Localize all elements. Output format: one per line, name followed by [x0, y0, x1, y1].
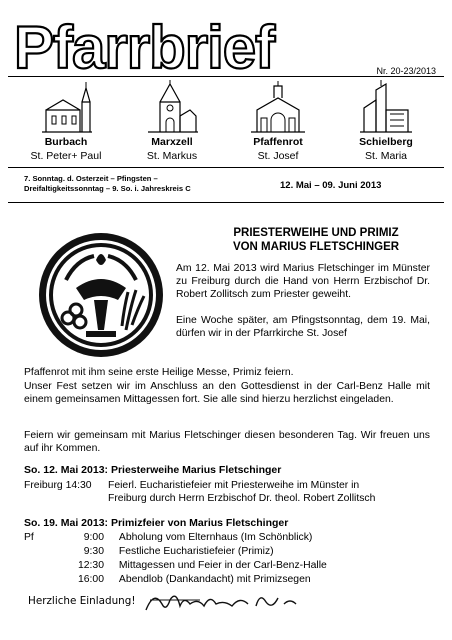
- article-paragraph: Pfaffenrot mit ihm seine erste Heilige Messe, Primiz feiern.: [24, 367, 294, 378]
- liturgical-calendar: [24, 174, 252, 194]
- liturgy-line-2: Dreifaltigkeitssonntag – 9. So. i. Jahreskreis C: [24, 184, 191, 193]
- parish-row: [8, 80, 444, 166]
- parish-name: Marxzell: [151, 136, 193, 148]
- article-paragraph: Am 12. Mai 2013 wird Marius Fletschinger im Münster zu Freiburg durch die Hand von Herrn Erzbischof Dr. Robert Zollitsch zum Priester geweiht.: [176, 263, 430, 300]
- parish-schielberg: [334, 80, 438, 162]
- parish-saint: St. Peter+ Paul: [30, 150, 102, 162]
- handwritten-signature: [140, 586, 320, 621]
- schedule-place: Pf: [24, 532, 34, 543]
- closing-greeting: Herzliche Einladung!: [28, 595, 136, 607]
- basilica-icon: [247, 80, 309, 134]
- schedule-time: 9:00: [83, 532, 104, 543]
- chalice-emblem-icon: [36, 230, 166, 365]
- schedule-time: 9:30: [83, 546, 104, 557]
- parish-saint: St. Josef: [257, 150, 299, 162]
- masthead-title: [12, 14, 312, 76]
- schedule-time: 16:00: [77, 574, 104, 585]
- date-range: 12. Mai – 09. Juni 2013: [280, 180, 382, 191]
- schedule-text: Abendlob (Dankandacht) mit Primizsegen: [118, 574, 311, 585]
- schedule-entry: [60, 573, 311, 586]
- schedule-heading: So. 19. Mai 2013: Primizfeier von Marius Fletschinger: [24, 517, 289, 529]
- article-paragraph: Feiern wir gemeinsam mit Marius Fletschinger diesen besonderen Tag. Wir freuen uns auf ihr Kommen.: [24, 430, 430, 454]
- parish-name: Burbach: [44, 136, 88, 148]
- schedule-entry: [60, 531, 312, 544]
- church-tower-icon: [142, 80, 202, 134]
- headline-line-2: VON MARIUS FLETSCHINGER: [232, 241, 400, 253]
- schedule-text: Abholung vom Elternhaus (Im Schönblick): [118, 532, 313, 543]
- schedule-entry: [60, 559, 327, 572]
- liturgy-line-1: 7. Sonntag. d. Osterzeit – Pfingsten –: [24, 174, 158, 183]
- parish-marxzell: [120, 80, 224, 162]
- divider: [8, 202, 444, 203]
- article-headline: [196, 226, 436, 254]
- schedule-entry: [60, 545, 274, 558]
- schedule-text: Freiburg durch Herrn Erzbischof Dr. theol. Robert Zollitsch: [108, 493, 376, 504]
- parish-saint: St. Markus: [146, 150, 198, 162]
- issue-number: Nr. 20-23/2013: [376, 66, 436, 76]
- schedule-heading: So. 12. Mai 2013: Priesterweihe Marius Fletschinger: [24, 464, 282, 476]
- parish-name: Pfaffenrot: [253, 136, 303, 148]
- parish-burbach: [14, 80, 118, 162]
- divider: [8, 167, 444, 168]
- schedule-text: Feierl. Eucharistiefeier mit Priesterweihe im Münster in: [108, 480, 360, 491]
- article-paragraph: Eine Woche später, am Pfingstsonntag, dem 19. Mai, dürfen wir in der Pfarrkirche St. Josef: [176, 315, 430, 339]
- parish-name: Schielberg: [359, 136, 413, 148]
- headline-line-1: PRIESTERWEIHE UND PRIMIZ: [233, 227, 399, 239]
- schedule-text: Festliche Eucharistiefeier (Primiz): [118, 546, 274, 557]
- schedule-entry: [108, 479, 430, 505]
- parish-pfaffenrot: [226, 80, 330, 162]
- modern-church-icon: [356, 80, 416, 134]
- divider: [8, 76, 444, 77]
- schedule-place-time: Freiburg 14:30: [24, 480, 92, 491]
- article-paragraph: Unser Fest setzen wir im Anschluss an den Gottesdienst in der Carl-Benz Halle mit einem gemeinsamen Mittagessen fort. Sie alle sind hierzu herzlichst eingeladen.: [24, 381, 430, 405]
- masthead-title-text: Pfarrbrief: [14, 14, 275, 76]
- church-tower-icon: [36, 80, 96, 134]
- schedule-text: Mittagessen und Feier in der Carl-Benz-Halle: [118, 560, 327, 571]
- parish-saint: St. Maria: [364, 150, 407, 162]
- schedule-time: 12:30: [77, 560, 104, 571]
